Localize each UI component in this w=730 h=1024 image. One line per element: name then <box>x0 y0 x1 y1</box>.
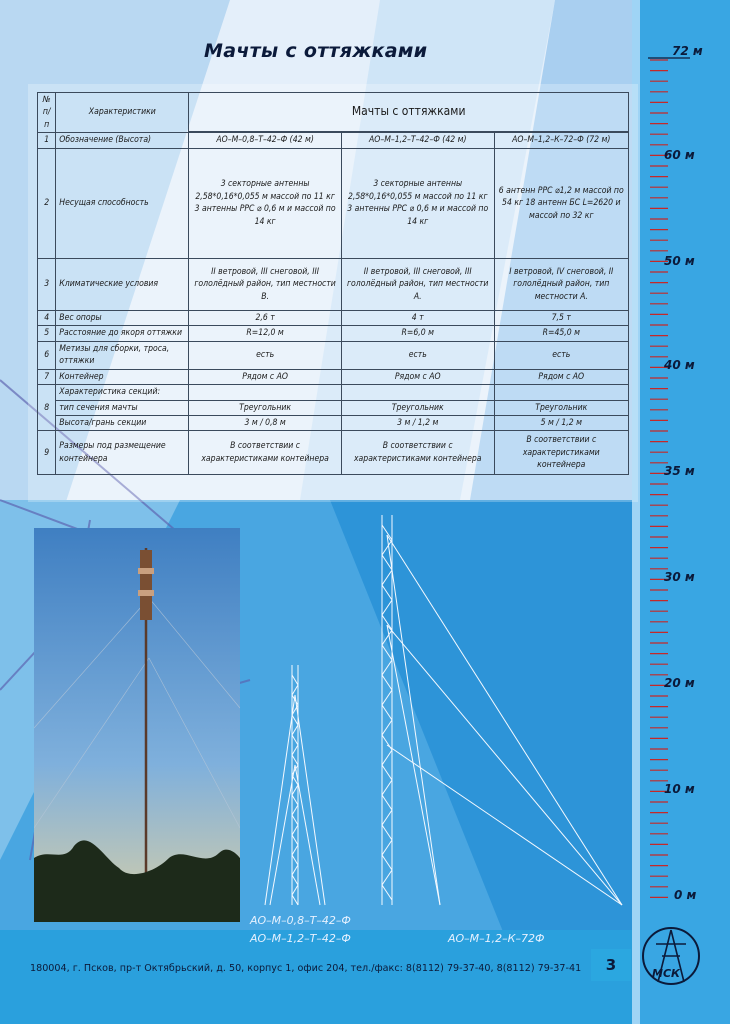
cell: 7,5 т <box>494 310 628 325</box>
cell: R=45,0 м <box>494 326 628 341</box>
row-number: 8 <box>38 385 56 431</box>
ruler-mark-72: 72 м <box>672 44 703 58</box>
cell: есть <box>494 341 628 369</box>
table-row <box>38 133 629 148</box>
cell: В соответствии с характеристиками контейнера <box>494 431 628 475</box>
ruler-mark-35: 35 м <box>664 464 695 478</box>
row-label: Контейнер <box>56 369 189 384</box>
table-row <box>38 431 629 475</box>
table-header-row <box>38 93 629 132</box>
logo-text: МСК <box>652 967 681 980</box>
row-number: 1 <box>38 133 56 148</box>
row-number: 4 <box>38 310 56 325</box>
table-row <box>38 369 629 384</box>
cell <box>189 385 342 400</box>
table-row <box>38 310 629 325</box>
cell: Треугольник <box>341 400 494 415</box>
spec-table <box>37 92 629 475</box>
page-title: Мачты с оттяжками <box>204 40 428 62</box>
cell <box>341 385 494 400</box>
cell: 5 м / 1,2 м <box>494 415 628 430</box>
ruler-mark-50: 50 м <box>664 254 695 268</box>
row-label: тип сечения мачты <box>56 400 189 415</box>
cell: АО–М–0,8–Т–42–Ф (42 м) <box>189 133 342 148</box>
cell: есть <box>341 341 494 369</box>
cell: В соответствии с характеристиками контейнера <box>341 431 494 475</box>
big-mast-label: АО–М–1,2–К–72Ф <box>448 932 545 945</box>
cell: II ветровой, III снеговой, III гололёдный район, тип местности В. <box>189 258 342 310</box>
cell: Треугольник <box>494 400 628 415</box>
header-group: Мачты с оттяжками <box>189 93 629 132</box>
row-number: 3 <box>38 258 56 310</box>
cell: 6 антенн РРС ⌀1,2 м массой по 54 кг 18 антенн БС L=2620 и массой по 32 кг <box>494 148 628 258</box>
cell: II ветровой, III снеговой, III гололёдный район, тип местности А. <box>341 258 494 310</box>
ruler-mark-40: 40 м <box>664 358 695 372</box>
cell: Рядом с АО <box>494 369 628 384</box>
row-label: Расстояние до якоря оттяжки <box>56 326 189 341</box>
cell: 3 секторные антенны 2,58*0,16*0,055 м массой по 11 кг 3 антенны РРС ⌀ 0,6 м и массой по 14 кг <box>341 148 494 258</box>
cell: АО–М–1,2–К–72–Ф (72 м) <box>494 133 628 148</box>
row-label: Высота/грань секции <box>56 415 189 430</box>
small-mast-label-2: АО–М–1,2–Т–42–Ф <box>250 932 351 945</box>
row-label: Климатические условия <box>56 258 189 310</box>
cell <box>494 385 628 400</box>
cell: АО–М–1,2–Т–42–Ф (42 м) <box>341 133 494 148</box>
cell: В соответствии с характеристиками контейнера <box>189 431 342 475</box>
cell: 3 секторные антенны 2,58*0,16*0,055 м массой по 11 кг 3 антенны РРС ⌀ 0,6 м и массой по 14 кг <box>189 148 342 258</box>
row-label: Размеры под размещение контейнера <box>56 431 189 475</box>
cell: Треугольник <box>189 400 342 415</box>
row-label: Несущая способность <box>56 148 189 258</box>
table-row <box>38 415 629 430</box>
cell: R=6,0 м <box>341 326 494 341</box>
table-row <box>38 385 629 400</box>
cell: 3 м / 0,8 м <box>189 415 342 430</box>
page-number: 3 <box>591 949 631 981</box>
ruler-mark-30: 30 м <box>664 570 695 584</box>
row-number: 2 <box>38 148 56 258</box>
table-row <box>38 326 629 341</box>
table-row <box>38 341 629 369</box>
small-mast-label-1: АО–М–0,8–Т–42–Ф <box>250 914 351 927</box>
row-label: Метизы для сборки, троса, оттяжки <box>56 341 189 369</box>
ruler-mark-20: 20 м <box>664 676 695 690</box>
header-num: № п/п <box>38 93 56 133</box>
row-label: Обозначение (Высота) <box>56 133 189 148</box>
table-row <box>38 258 629 310</box>
spec-table-panel <box>28 84 638 502</box>
footer-address: 180004, г. Псков, пр-т Октябрьский, д. 50, корпус 1, офис 204, тел./факс: 8(8112) 79-37-40, 8(8112) 79-37-41 <box>30 963 582 974</box>
msk-logo <box>636 916 706 996</box>
ruler-mark-60: 60 м <box>664 148 695 162</box>
cell: Рядом с АО <box>189 369 342 384</box>
ruler-mark-0: 0 м <box>674 888 697 902</box>
table-row <box>38 400 629 415</box>
header-characteristics: Характеристики <box>56 93 189 133</box>
row-label: Характеристика секций: <box>56 385 189 400</box>
table-row <box>38 148 629 258</box>
cell: R=12,0 м <box>189 326 342 341</box>
mast-photo <box>34 528 240 922</box>
row-number: 6 <box>38 341 56 369</box>
mast-drawings <box>250 505 640 915</box>
cell: 3 м / 1,2 м <box>341 415 494 430</box>
row-number: 7 <box>38 369 56 384</box>
small-mast-drawing <box>265 665 325 905</box>
ruler-mark-10: 10 м <box>664 782 695 796</box>
big-mast-drawing <box>382 515 622 905</box>
cell: I ветровой, IV снеговой, II гололёдный район, тип местности А. <box>494 258 628 310</box>
cell: есть <box>189 341 342 369</box>
cell: 4 т <box>341 310 494 325</box>
row-number: 5 <box>38 326 56 341</box>
row-number: 9 <box>38 431 56 475</box>
row-label: Вес опоры <box>56 310 189 325</box>
cell: Рядом с АО <box>341 369 494 384</box>
cell: 2,6 т <box>189 310 342 325</box>
